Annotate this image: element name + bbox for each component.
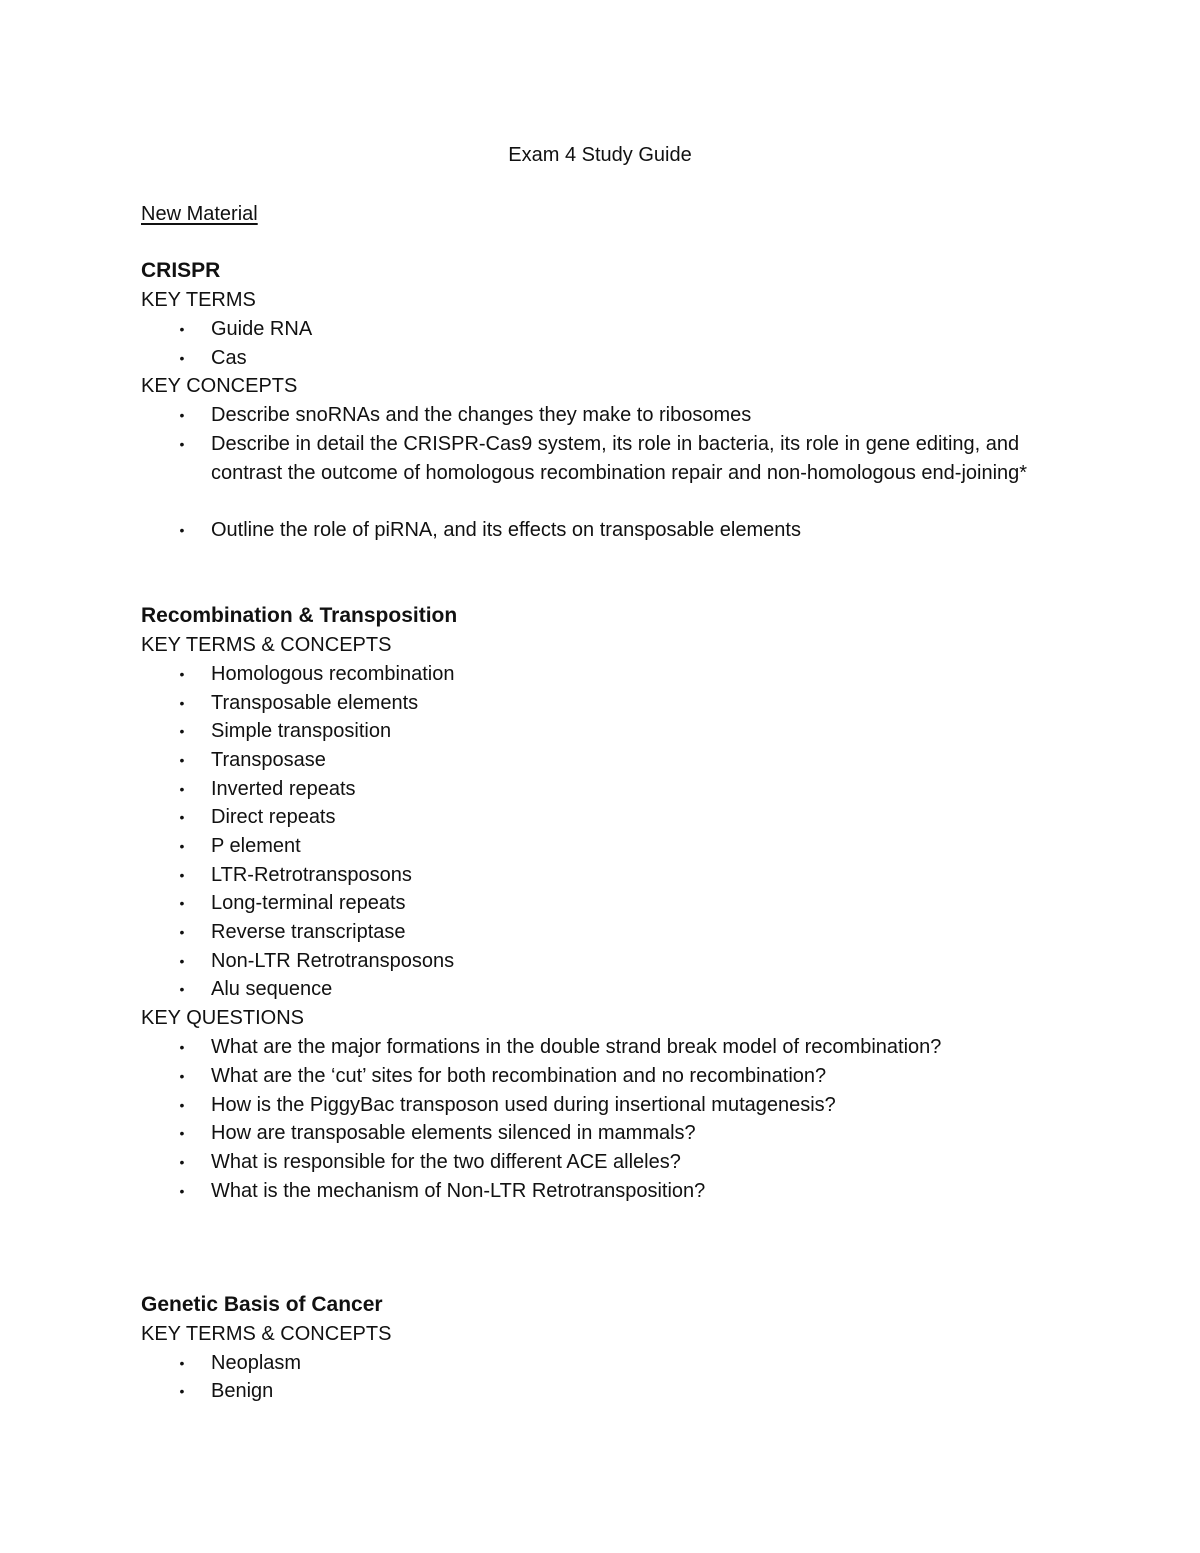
recombination-terms-label: KEY TERMS & CONCEPTS — [141, 634, 392, 656]
crispr-terms-label: KEY TERMS — [141, 289, 256, 311]
crispr-heading: CRISPR — [141, 259, 221, 282]
list-item-text: Cas — [211, 347, 247, 369]
bullet-icon: • — [179, 981, 185, 997]
bullet-icon: • — [179, 1068, 185, 1084]
document-title: Exam 4 Study Guide — [508, 144, 692, 166]
bullet-icon: • — [179, 407, 185, 423]
bullet-icon: • — [179, 1154, 185, 1170]
list-item-text: LTR-Retrotransposons — [211, 864, 412, 886]
list-item-text: Neoplasm — [211, 1352, 302, 1374]
list-item-text: Non-LTR Retrotransposons — [211, 950, 455, 972]
cancer-heading: Genetic Basis of Cancer — [141, 1293, 383, 1316]
list-item-text: Transposase — [211, 749, 326, 771]
bullet-icon: • — [179, 522, 185, 538]
section-header-new-material: New Material — [141, 203, 258, 225]
recombination-questions-label: KEY QUESTIONS — [141, 1007, 305, 1029]
list-item-text: How is the PiggyBac transposon used during insertional mutagenesis? — [211, 1094, 836, 1116]
bullet-icon: • — [179, 752, 185, 768]
bullet-icon: • — [179, 1039, 185, 1055]
list-item-text: How are transposable elements silenced in mammals? — [211, 1122, 696, 1144]
bullet-icon: • — [179, 924, 185, 940]
recombination-heading: Recombination & Transposition — [141, 604, 458, 627]
list-item-text: Benign — [211, 1380, 274, 1402]
list-item-text: What is the mechanism of Non-LTR Retrotransposition? — [211, 1180, 706, 1202]
list-item-text: Describe snoRNAs and the changes they make to ribosomes — [211, 404, 752, 426]
list-item-text: Simple transposition — [211, 720, 392, 742]
bullet-icon: • — [179, 695, 185, 711]
crispr-concepts-label: KEY CONCEPTS — [141, 375, 298, 397]
bullet-icon: • — [179, 895, 185, 911]
bullet-icon: • — [179, 1383, 185, 1399]
list-item-text: Direct repeats — [211, 806, 336, 828]
list-item-text: What is responsible for the two different ACE alleles? — [211, 1151, 681, 1173]
bullet-icon: • — [179, 1355, 185, 1371]
list-item-text: Guide RNA — [211, 318, 313, 340]
list-item-text: Outline the role of piRNA, and its effects on transposable elements — [211, 519, 801, 541]
bullet-icon: • — [179, 867, 185, 883]
list-item-text: Long-terminal repeats — [211, 892, 406, 914]
bullet-icon: • — [179, 1125, 185, 1141]
list-item-text: Inverted repeats — [211, 778, 356, 800]
bullet-icon: • — [179, 781, 185, 797]
list-item-text: Homologous recombination — [211, 663, 455, 685]
bullet-icon: • — [179, 809, 185, 825]
bullet-icon: • — [179, 1183, 185, 1199]
list-item-text: What are the ‘cut’ sites for both recombination and no recombination? — [211, 1065, 827, 1087]
bullet-icon: • — [179, 723, 185, 739]
bullet-icon: • — [179, 1097, 185, 1113]
list-item-text: Reverse transcriptase — [211, 921, 406, 943]
bullet-icon: • — [179, 953, 185, 969]
bullet-icon: • — [179, 350, 185, 366]
list-item-text: What are the major formations in the double strand break model of recombination? — [211, 1036, 942, 1058]
list-item-text: Alu sequence — [211, 978, 333, 1000]
cancer-terms-label: KEY TERMS & CONCEPTS — [141, 1323, 392, 1345]
bullet-icon: • — [179, 436, 185, 452]
bullet-icon: • — [179, 838, 185, 854]
list-item-text: P element — [211, 835, 301, 857]
list-item-text: Transposable elements — [211, 692, 419, 714]
list-item-text: Describe in detail the CRISPR-Cas9 system, its role in bacteria, its role in gene editing, and contrast the outcome of homologous recombination repair and non-homologous end-joining* — [211, 433, 1028, 484]
bullet-icon: • — [179, 321, 185, 337]
bullet-icon: • — [179, 666, 185, 682]
